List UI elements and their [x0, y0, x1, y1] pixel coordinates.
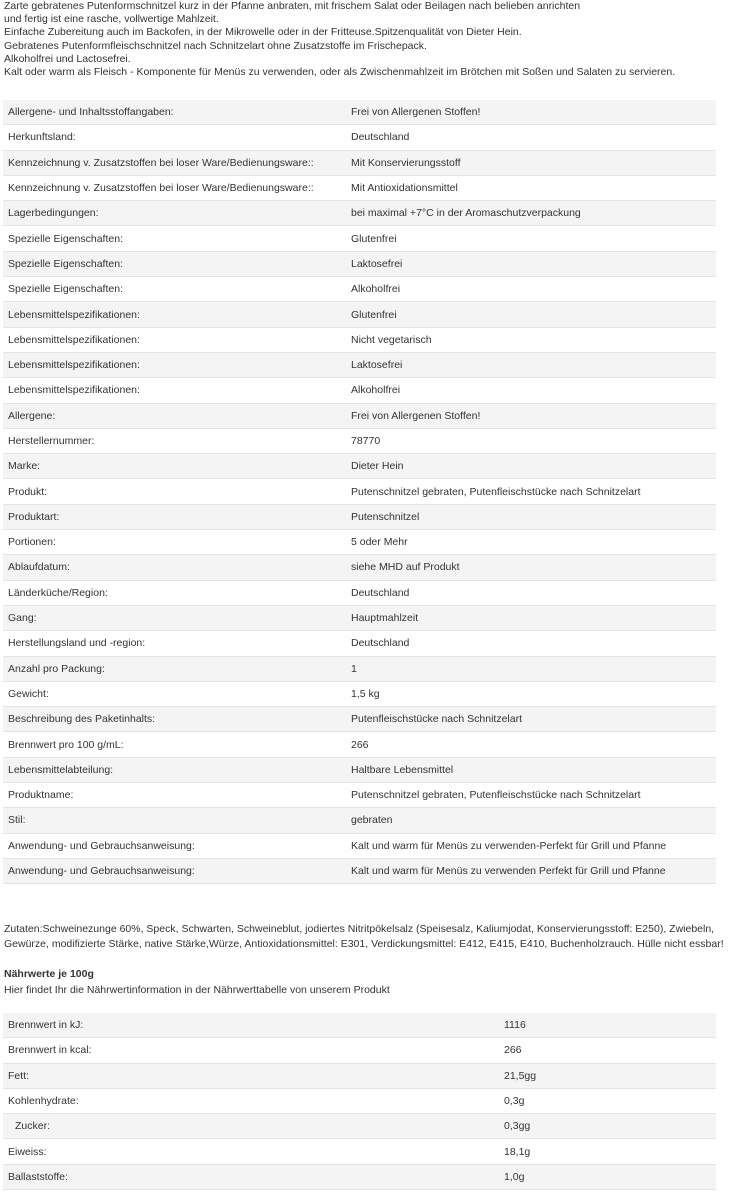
table-row: [3, 352, 716, 377]
table-row: [3, 403, 716, 428]
property-value: Deutschland: [351, 125, 716, 150]
intro-line: Gebratenes Putenformfleischschnitzel nach Schnitzelart ohne Zusatzstoffe im Frischepack.: [4, 39, 427, 52]
table-row: [3, 580, 716, 605]
property-value: Kalt und warm für Menüs zu verwenden-Perfekt für Grill und Pfanne: [351, 833, 716, 858]
nutrient-value: 266: [504, 1038, 716, 1063]
property-value: gebraten: [351, 808, 716, 833]
property-value: Laktosefrei: [351, 352, 716, 377]
property-value: Frei von Allergenen Stoffen!: [351, 100, 716, 125]
product-properties-table: [3, 100, 716, 884]
table-row: [3, 707, 716, 732]
property-label: Produktname:: [3, 783, 351, 808]
property-label: Kennzeichnung v. Zusatzstoffen bei loser Ware/Bedienungsware::: [3, 150, 351, 175]
property-label: Lebensmittelspezifikationen:: [3, 378, 351, 403]
intro-line: Zarte gebratenes Putenformschnitzel kurz in der Pfanne anbraten, mit frischem Salat oder Beilagen nach belieben anrichten: [4, 0, 581, 12]
property-value: 1: [351, 656, 716, 681]
table-row: [3, 631, 716, 656]
nutrient-value: 21,5gg: [504, 1063, 716, 1088]
table-row: [3, 100, 716, 125]
property-value: Hauptmahlzeit: [351, 605, 716, 630]
table-row: [3, 1114, 716, 1139]
table-row: [3, 732, 716, 757]
property-label: Allergene- und Inhaltsstoffangaben:: [3, 100, 351, 125]
property-label: Gewicht:: [3, 681, 351, 706]
property-label: Länderküche/Region:: [3, 580, 351, 605]
table-row: [3, 1088, 716, 1113]
table-row: [3, 530, 716, 555]
property-label: Portionen:: [3, 530, 351, 555]
nutrient-label: Brennwert in kJ:: [3, 1013, 504, 1038]
property-value: Mit Antioxidationsmittel: [351, 175, 716, 200]
nutrient-value: 18,1g: [504, 1139, 716, 1164]
property-value: Putenschnitzel gebraten, Putenfleischstücke nach Schnitzelart: [351, 783, 716, 808]
nutrient-value: 1116: [504, 1013, 716, 1038]
property-value: 1,5 kg: [351, 681, 716, 706]
property-value: siehe MHD auf Produkt: [351, 555, 716, 580]
table-row: [3, 504, 716, 529]
intro-line: und fertig ist eine rasche, vollwertige Mahlzeit.: [4, 13, 219, 26]
property-label: Produkt:: [3, 479, 351, 504]
table-row: [3, 1013, 716, 1038]
property-label: Anwendung- und Gebrauchsanweisung:: [3, 858, 351, 883]
property-label: Brennwert pro 100 g/mL:: [3, 732, 351, 757]
table-row: [3, 1063, 716, 1088]
intro-line: Kalt oder warm als Fleisch - Komponente für Menüs zu verwenden, oder als Zwischenmahlzeit im Brötchen mit Soßen und Salaten zu servieren.: [4, 65, 676, 78]
table-row: [3, 125, 716, 150]
table-row: [3, 681, 716, 706]
property-value: 5 oder Mehr: [351, 530, 716, 555]
property-value: Deutschland: [351, 631, 716, 656]
property-value: Kalt und warm für Menüs zu verwenden Perfekt für Grill und Pfanne: [351, 858, 716, 883]
table-row: [3, 555, 716, 580]
property-label: Produktart:: [3, 504, 351, 529]
property-label: Lebensmittelabteilung:: [3, 757, 351, 782]
table-row: [3, 858, 716, 883]
property-label: Kennzeichnung v. Zusatzstoffen bei loser Ware/Bedienungsware::: [3, 175, 351, 200]
property-value: Deutschland: [351, 580, 716, 605]
property-value: Nicht vegetarisch: [351, 327, 716, 352]
nutrient-value: 0,3gg: [504, 1114, 716, 1139]
property-value: Dieter Hein: [351, 454, 716, 479]
ingredients-line: Zutaten:Schweinezunge 60%, Speck, Schwarten, Schweineblut, jodiertes Nitritpökelsalz (Speisesalz, Kaliumjodat, Konservierungsstoff: E250), Zwiebeln,: [4, 923, 715, 935]
property-label: Herstellernummer:: [3, 428, 351, 453]
property-label: Anwendung- und Gebrauchsanweisung:: [3, 833, 351, 858]
table-row: [3, 277, 716, 302]
intro-text: [4, 0, 730, 79]
table-row: [3, 226, 716, 251]
table-row: [3, 808, 716, 833]
property-value: 266: [351, 732, 716, 757]
property-value: Glutenfrei: [351, 226, 716, 251]
property-label: Spezielle Eigenschaften:: [3, 277, 351, 302]
table-row: [3, 302, 716, 327]
intro-line: Einfache Zubereitung auch im Backofen, in der Mikrowelle oder in der Fritteuse.Spitzenqualität von Dieter Hein.: [4, 26, 522, 39]
property-value: Mit Konservierungsstoff: [351, 150, 716, 175]
property-label: Spezielle Eigenschaften:: [3, 251, 351, 276]
intro-line: Alkoholfrei und Lactosefrei.: [4, 52, 131, 65]
ingredients-line: Gewürze, modifizierte Stärke, native Stärke,Würze, Antioxidationsmittel: E301, Verdickungsmittel: E412, E415, E410, Buchenholzrauch. Hülle nicht essbar!: [4, 938, 724, 950]
property-label: Spezielle Eigenschaften:: [3, 226, 351, 251]
property-label: Lebensmittelspezifikationen:: [3, 327, 351, 352]
table-row: [3, 1139, 716, 1164]
property-value: Putenschnitzel: [351, 504, 716, 529]
nutrient-label: Kohlenhydrate:: [3, 1088, 504, 1113]
property-label: Lebensmittelspezifikationen:: [3, 302, 351, 327]
nutrient-label: Fett:: [3, 1063, 504, 1088]
table-row: [3, 175, 716, 200]
property-value: bei maximal +7°C in der Aromaschutzverpackung: [351, 201, 716, 226]
property-value: Alkoholfrei: [351, 378, 716, 403]
nutrition-table: [3, 1013, 716, 1190]
property-label: Marke:: [3, 454, 351, 479]
property-label: Lebensmittelspezifikationen:: [3, 352, 351, 377]
property-label: Gang:: [3, 605, 351, 630]
property-value: Alkoholfrei: [351, 277, 716, 302]
ingredients-text: [4, 922, 724, 952]
table-row: [3, 428, 716, 453]
property-label: Lagerbedingungen:: [3, 201, 351, 226]
property-value: 78770: [351, 428, 716, 453]
table-row: [3, 1038, 716, 1063]
property-label: Herkunftsland:: [3, 125, 351, 150]
table-row: [3, 251, 716, 276]
table-row: [3, 783, 716, 808]
property-value: Putenfleischstücke nach Schnitzelart: [351, 707, 716, 732]
property-label: Beschreibung des Paketinhalts:: [3, 707, 351, 732]
table-row: [3, 605, 716, 630]
nutrient-label: Eiweiss:: [3, 1139, 504, 1164]
table-row: [3, 201, 716, 226]
table-row: [3, 327, 716, 352]
table-row: [3, 479, 716, 504]
nutrition-subtitle: Hier findet Ihr die Nährwertinformation in der Nährwerttabelle von unserem Produkt: [4, 984, 390, 996]
property-value: Putenschnitzel gebraten, Putenfleischstücke nach Schnitzelart: [351, 479, 716, 504]
property-label: Herstellungsland und -region:: [3, 631, 351, 656]
nutrient-label: Ballaststoffe:: [3, 1164, 504, 1189]
nutrient-value: 0,3g: [504, 1088, 716, 1113]
property-value: Frei von Allergenen Stoffen!: [351, 403, 716, 428]
property-value: Laktosefrei: [351, 251, 716, 276]
nutrition-title: Nährwerte je 100g: [4, 968, 94, 980]
table-row: [3, 833, 716, 858]
property-label: Allergene:: [3, 403, 351, 428]
table-row: [3, 150, 716, 175]
nutrient-value: 1,0g: [504, 1164, 716, 1189]
table-row: [3, 757, 716, 782]
nutrient-label: Zucker:: [3, 1114, 504, 1139]
table-row: [3, 454, 716, 479]
table-row: [3, 1164, 716, 1189]
property-value: Glutenfrei: [351, 302, 716, 327]
table-row: [3, 656, 716, 681]
property-label: Anzahl pro Packung:: [3, 656, 351, 681]
nutrient-label: Brennwert in kcal:: [3, 1038, 504, 1063]
property-label: Ablaufdatum:: [3, 555, 351, 580]
property-label: Stil:: [3, 808, 351, 833]
table-row: [3, 378, 716, 403]
property-value: Haltbare Lebensmittel: [351, 757, 716, 782]
